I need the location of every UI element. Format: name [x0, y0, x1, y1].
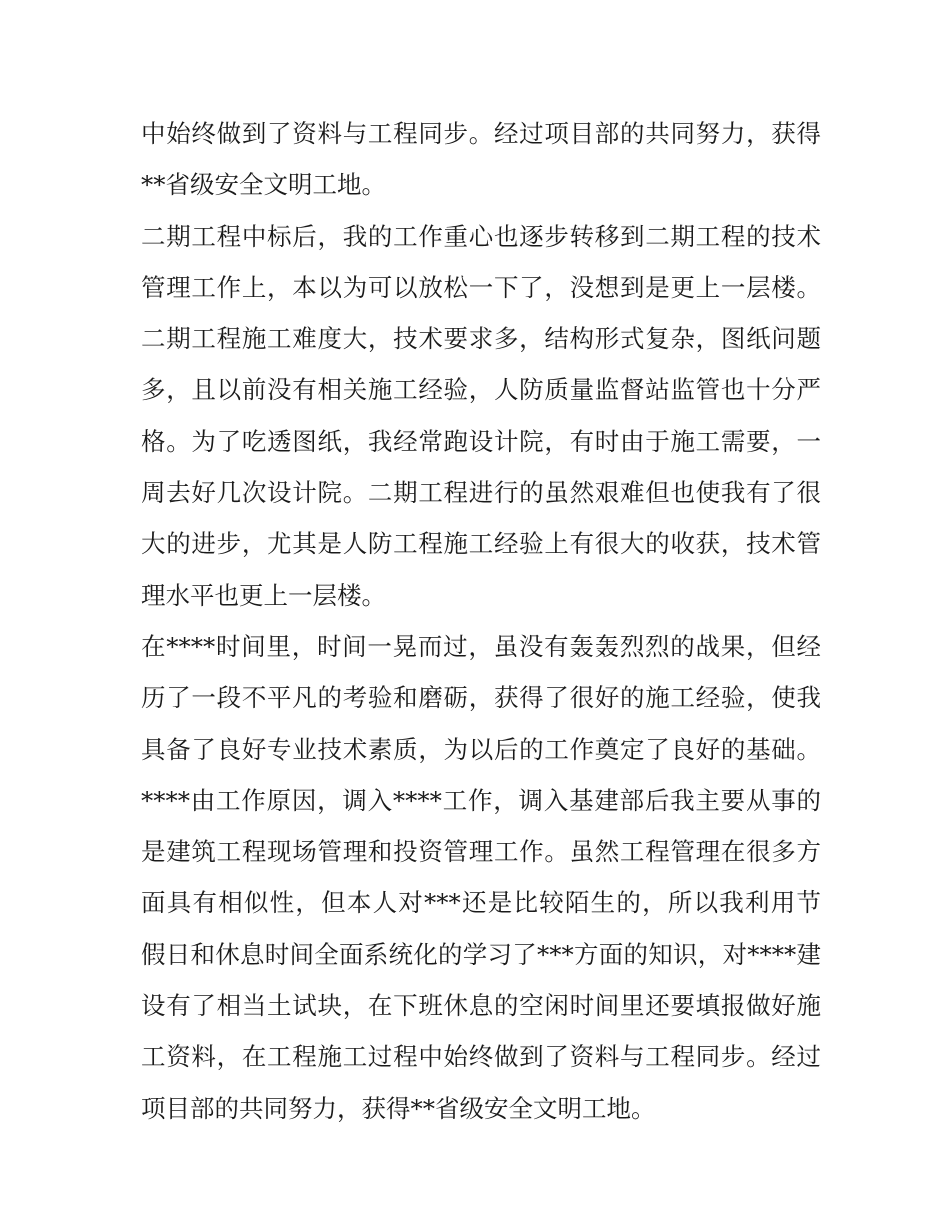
- text-line: 历了一段不平凡的考验和磨砺，获得了很好的施工经验，使我: [141, 683, 821, 713]
- text-line: 中始终做到了资料与工程同步。经过项目部的共同努力，获得: [141, 119, 821, 148]
- text-line: 理水平也更上一层楼。: [141, 580, 386, 610]
- text-line: 在****时间里，时间一晃而过，虽没有轰轰烈烈的战果，但经: [141, 631, 821, 661]
- text-line: 周去好几次设计院。二期工程进行的虽然艰难但也使我有了很: [141, 478, 821, 508]
- text-line: 多，且以前没有相关施工经验，人防质量监督站监管也十分严: [141, 375, 821, 405]
- text-line: 二期工程施工难度大，技术要求多，结构形式复杂，图纸问题: [141, 324, 821, 354]
- text-line: **省级安全文明工地。: [141, 170, 386, 200]
- text-line: 二期工程中标后，我的工作重心也逐步转移到二期工程的技术: [141, 221, 821, 251]
- text-line: ****由工作原因，调入****工作，调入基建部后我主要从事的: [141, 785, 821, 815]
- text-line: 格。为了吃透图纸，我经常跑设计院，有时由于施工需要，一: [141, 426, 821, 456]
- text-line: 管理工作上，本以为可以放松一下了，没想到是更上一层楼。: [141, 272, 821, 302]
- text-line: 面具有相似性，但本人对***还是比较陌生的，所以我利用节: [141, 888, 821, 918]
- text-line: 项目部的共同努力，获得**省级安全文明工地。: [141, 1093, 656, 1123]
- text-line: 大的进步，尤其是人防工程施工经验上有很大的收获，技术管: [141, 529, 821, 559]
- text-line: 具备了良好专业技术素质，为以后的工作奠定了良好的基础。: [141, 734, 821, 764]
- text-line: 是建筑工程现场管理和投资管理工作。虽然工程管理在很多方: [141, 837, 821, 867]
- text-line: 工资料，在工程施工过程中始终做到了资料与工程同步。经过: [141, 1042, 821, 1072]
- text-line: 假日和休息时间全面系统化的学习了***方面的知识，对****建: [141, 939, 821, 969]
- text-line: 设有了相当土试块，在下班休息的空闲时间里还要填报做好施: [141, 991, 821, 1021]
- body-text: [141, 108, 821, 1134]
